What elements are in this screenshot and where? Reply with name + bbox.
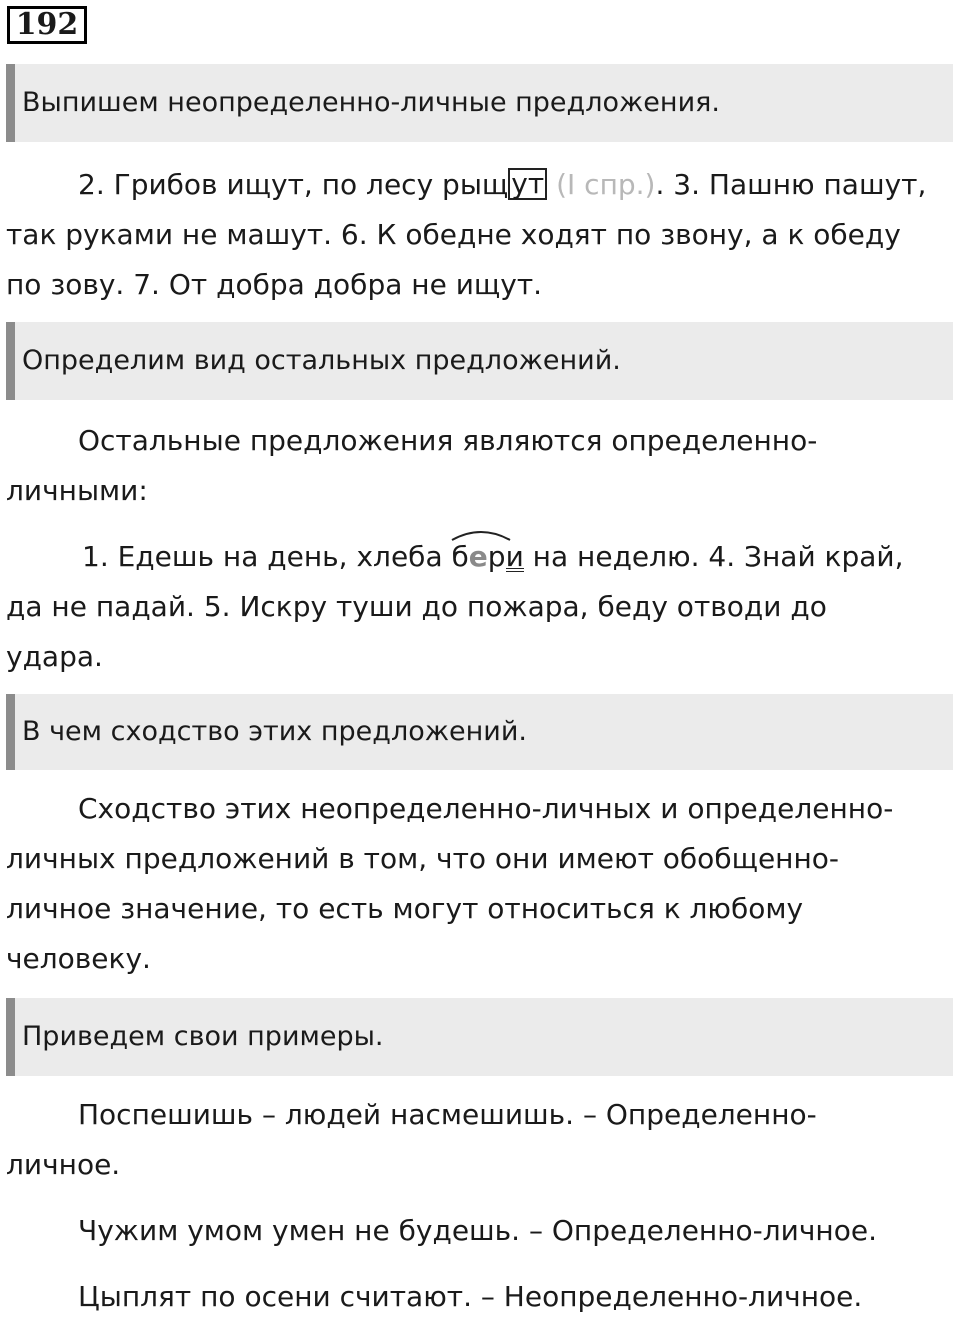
paragraph-line: так руками не машут. 6. К обедне ходят по звону, а к обеду — [6, 218, 901, 251]
section-heading-4-text: Приведем свои примеры. — [22, 1021, 384, 1052]
section-heading-3-text: В чем сходство этих предложений. — [22, 716, 527, 747]
section-heading-2 — [6, 322, 953, 400]
paragraph-line: Сходство этих неопределенно-личных и определенно- — [78, 792, 894, 825]
paragraph-line: да не падай. 5. Искру туши до пожара, беду отводи до — [6, 590, 827, 623]
paragraph-line: удара. — [6, 640, 103, 673]
paragraph-line: Цыплят по осени считают. – Неопределенно-личное. — [78, 1280, 863, 1313]
section-heading-1 — [6, 64, 953, 142]
example-2 — [6, 1206, 951, 1256]
paragraph-line: 1. Едешь на день, хлеба бери на неделю. 4. Знай край, — [6, 532, 951, 582]
conjugation-note: (I спр.) — [547, 168, 656, 201]
paragraph-line: Остальные предложения являются определенно- — [78, 424, 818, 457]
paragraph-line: по зову. 7. От добра добра не ищут. — [6, 268, 543, 301]
paragraph-line: 2. Грибов ищут, по лесу рыщ ут (I спр.). 3. Пашню пашут, — [78, 167, 927, 201]
section-heading-3 — [6, 694, 953, 770]
answer-paragraph-3 — [6, 532, 951, 682]
answer-paragraph-2 — [6, 416, 951, 516]
section-heading-1-text: Выпишем неопределенно-личные предложения. — [22, 87, 720, 118]
verb-ending-box: ут — [508, 168, 547, 200]
paragraph-line: Поспешишь – людей насмешишь. – Определенно- — [78, 1098, 817, 1131]
paragraph-line: личное значение, то есть могут относиться к любому — [6, 892, 804, 925]
word-ending-underline: и — [505, 540, 524, 573]
exercise-number: 192 — [7, 6, 87, 44]
answer-paragraph-4 — [6, 784, 951, 984]
root-arc-icon — [450, 528, 512, 542]
paragraph-line: личных предложений в том, что они имеют обобщенно- — [6, 842, 840, 875]
word-root: бер — [452, 532, 506, 582]
paragraph-line: личными: — [6, 474, 148, 507]
answer-paragraph-1 — [6, 160, 951, 310]
section-heading-2-text: Определим вид остальных предложений. — [22, 345, 621, 376]
example-3 — [6, 1272, 951, 1322]
section-heading-4 — [6, 998, 953, 1076]
paragraph-line: человеку. — [6, 942, 151, 975]
paragraph-line: Чужим умом умен не будешь. – Определенно-личное. — [78, 1214, 877, 1247]
paragraph-line: личное. — [6, 1148, 121, 1181]
example-1 — [6, 1090, 951, 1190]
